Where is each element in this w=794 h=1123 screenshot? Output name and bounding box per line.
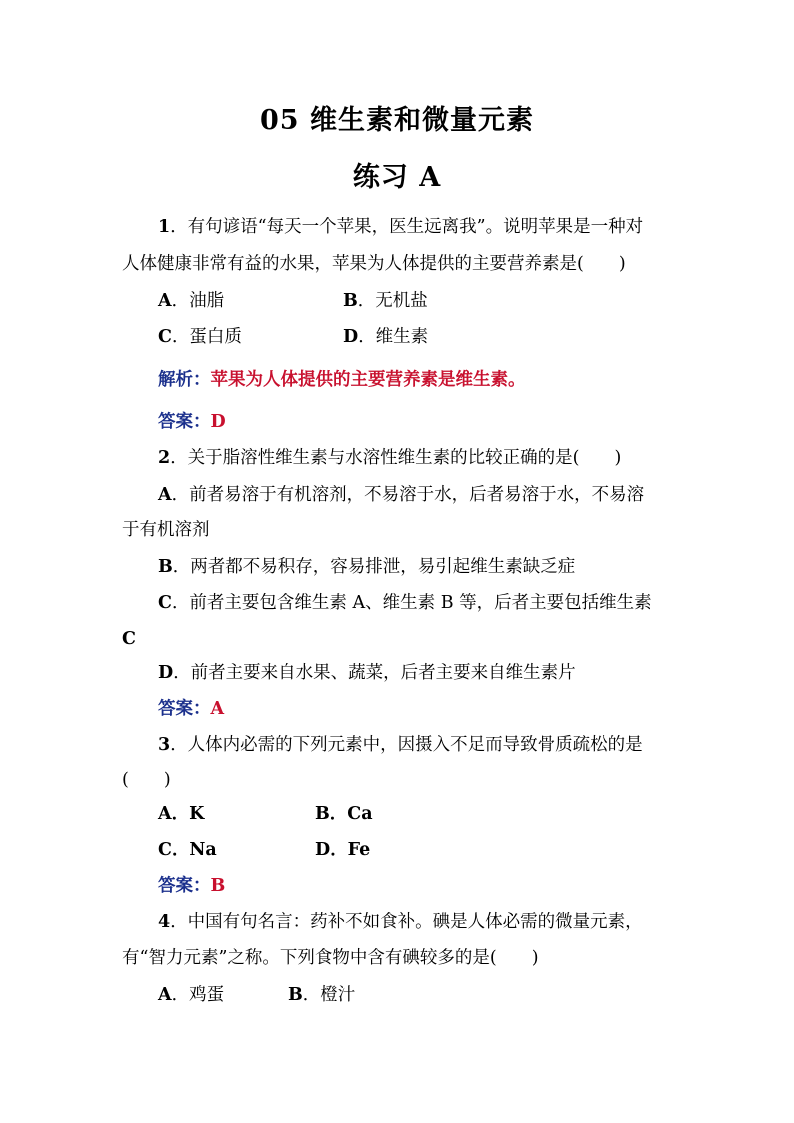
option-letter: D xyxy=(158,663,174,683)
question-1-analysis xyxy=(158,368,526,392)
question-text: ．有句谚语“每天一个苹果，医生远离我”。说明苹果是一种对 xyxy=(170,217,644,237)
document-title: 05 维生素和微量元素 xyxy=(260,105,534,136)
option-letter: B xyxy=(288,985,303,1005)
question-3-stem-line-2: ( ) xyxy=(122,770,171,790)
document-subtitle: 练习 A xyxy=(352,162,442,193)
question-1-stem-line-2: 人体健康非常有益的水果，苹果为人体提供的主要营养素是( ) xyxy=(122,254,626,274)
option-text: ．鸡蛋 xyxy=(171,985,225,1005)
answer-label: 答案： xyxy=(158,876,211,896)
question-3-option-c xyxy=(158,838,217,862)
question-4-option-b xyxy=(288,983,355,1007)
question-3-answer xyxy=(158,874,225,898)
question-1-option-a xyxy=(158,289,224,313)
option-letter: A xyxy=(158,804,172,824)
answer-label: 答案： xyxy=(158,699,211,719)
question-1-answer xyxy=(158,410,226,434)
answer-label: 答案： xyxy=(158,412,211,432)
question-2-option-c-line-1 xyxy=(158,591,652,615)
question-2-option-a-line-2: 于有机溶剂 xyxy=(122,520,210,540)
question-2-option-a-line-1 xyxy=(158,483,644,507)
question-2-answer xyxy=(158,697,224,721)
option-text: ．前者易溶于有机溶剂，不易溶于水，后者易溶于水，不易溶 xyxy=(171,485,645,505)
option-letter: A xyxy=(158,485,172,505)
option-text: ．油脂 xyxy=(171,291,225,311)
analysis-label: 解析： xyxy=(158,370,211,390)
question-number: 4 xyxy=(158,912,171,932)
answer-value: B xyxy=(210,876,226,896)
question-2-stem xyxy=(158,446,621,470)
answer-value: A xyxy=(210,699,225,719)
question-number: 3 xyxy=(158,735,171,755)
question-1-stem-line-1 xyxy=(158,215,643,239)
option-text: ．橙汁 xyxy=(302,985,356,1005)
option-letter: A xyxy=(158,291,172,311)
option-text: ．前者主要包含维生素 A、维生素 B 等，后者主要包括维生素 xyxy=(171,593,652,613)
option-letter: B xyxy=(343,291,358,311)
option-text: ．无机盐 xyxy=(357,291,428,311)
question-3-stem-line-1 xyxy=(158,733,643,757)
option-text: ．前者主要来自水果、蔬菜，后者主要来自维生素片 xyxy=(173,663,576,683)
question-3-option-d xyxy=(315,838,370,862)
option-text: ．K xyxy=(171,804,205,824)
option-letter: C xyxy=(158,840,172,860)
option-letter: C xyxy=(158,327,172,347)
option-text: ．维生素 xyxy=(358,327,429,347)
question-1-option-b xyxy=(343,289,428,313)
question-1-option-c xyxy=(158,325,242,349)
question-2-option-d xyxy=(158,661,576,685)
option-text: ．Fe xyxy=(330,840,371,860)
option-letter: B xyxy=(158,557,173,577)
option-letter: B xyxy=(315,804,330,824)
question-3-option-b xyxy=(315,802,373,826)
question-2-option-b xyxy=(158,555,575,579)
question-2-option-c-line-2: C xyxy=(122,629,136,649)
question-3-option-a xyxy=(158,802,204,826)
option-text: ．Na xyxy=(171,840,217,860)
option-letter: C xyxy=(158,593,172,613)
option-text: ．两者都不易积存，容易排泄，易引起维生素缺乏症 xyxy=(172,557,576,577)
answer-value: D xyxy=(210,412,226,432)
option-text: ．Ca xyxy=(329,804,373,824)
question-text: ．关于脂溶性维生素与水溶性维生素的比较正确的是( ) xyxy=(170,448,622,468)
option-letter: D xyxy=(315,840,331,860)
option-letter: A xyxy=(158,985,172,1005)
question-4-stem-line-2: 有“智力元素”之称。下列食物中含有碘较多的是( ) xyxy=(122,948,539,968)
option-text: ．蛋白质 xyxy=(171,327,242,347)
question-4-option-a xyxy=(158,983,224,1007)
analysis-text: 苹果为人体提供的主要营养素是维生素。 xyxy=(210,370,526,390)
question-text: ．中国有句名言：药补不如食补。碘是人体必需的微量元素， xyxy=(170,912,643,932)
option-letter: D xyxy=(343,327,359,347)
question-4-stem-line-1 xyxy=(158,910,643,934)
question-number: 2 xyxy=(158,448,171,468)
question-number: 1 xyxy=(158,217,171,237)
question-1-option-d xyxy=(343,325,428,349)
question-text: ．人体内必需的下列元素中，因摄入不足而导致骨质疏松的是 xyxy=(170,735,643,755)
